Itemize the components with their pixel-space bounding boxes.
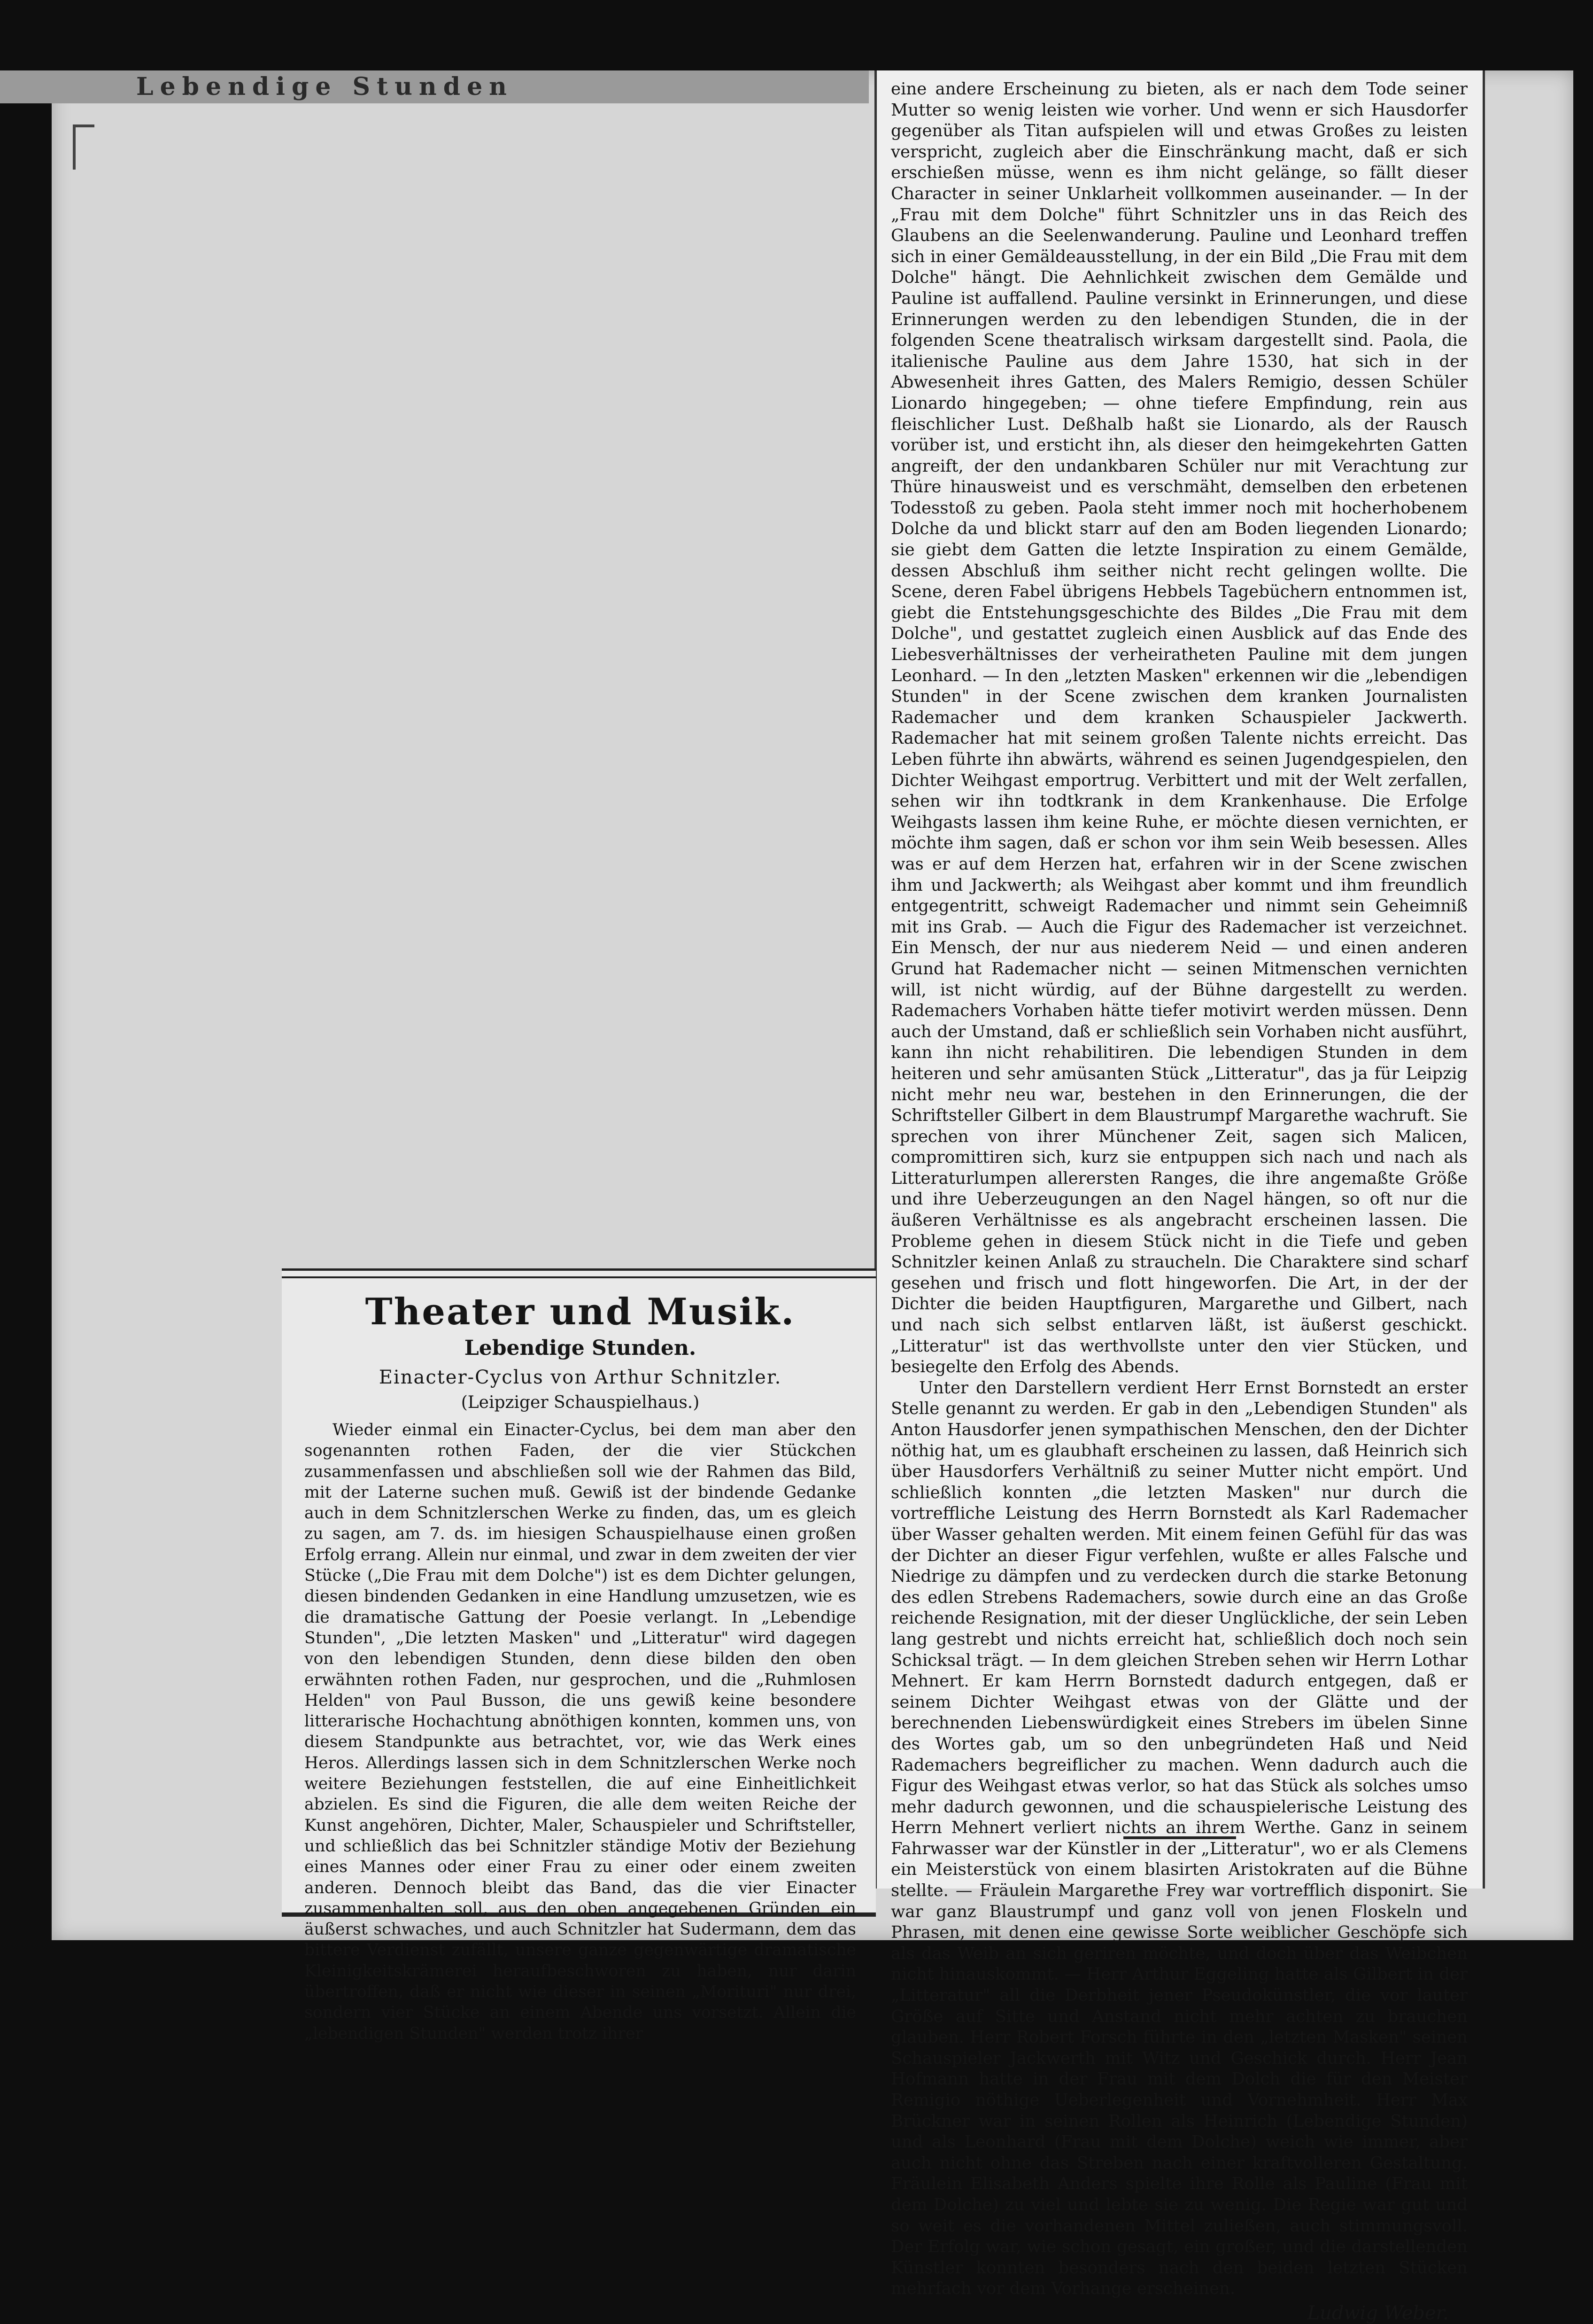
title-rule [282,1271,876,1278]
author-signature: Ludwig Weber. [1307,2302,1449,2324]
corner-mark [73,124,94,170]
end-rule [1123,1836,1236,1839]
article-byline: Einacter-Cyclus von Arthur Schnitzler. [379,1367,782,1388]
article-paragraph: Unter den Darstellern verdient Herr Ernst Bornstedt an erster Stelle genannt zu werden. Er gab in den „Lebendigen Stunden" als Anton Hausdorfer jenen sympathischen Menschen, den der Dichter nöthig hat, um es glaubhaft erscheinen zu lassen, daß Heinrich sich über Hausdorfers Verhältniß zu seiner Mutter nicht empört. Und schließlich konnten „die letzten Masken" nur durch die vortreffliche Leistung des Herrn Bornstedt als Karl Rademacher über Wasser gehalten werden. Mit einem feinen Gefühl für das was der Dichter an dieser Figur verfehlen, wußte er alles Falsche und Niedrige zu dämpfen und zu verdecken durch die starke Betonung des edlen Strebens Rademachers, sowie durch eine an das Große reichende Resignation, mit der dieser Unglückliche, der sein Leben lang gestrebt und nichts erreicht hat, schließlich doch noch sein Schicksal trägt. — In dem gleichen Streben sehen wir Herrn Lothar Mehnert. Er kam Herrn Bornstedt dadurch entgegen, daß er seinem Dichter Weihgast etwas von der Glätte und der berechnenden Liebenswürdigkeit eines Strebers im übelen Sinne des Wortes gab, um so den unbegründeten Haß und Neid Rademachers begreiflicher zu machen. Wenn dadurch auch die Figur des Weihgast etwas verlor, so hat das Stück als solches umso mehr dadurch gewonnen, und die schauspielerische Leistung des Herrn Mehnert verliert nichts an ihrem Werthe. Ganz in seinem Fahrwasser war der Künstler in der „Litteratur", wo er als Clemens ein Meisterstück von einem blasirten Aristokraten auf die Bühne stellte. — Fräulein Margarethe Frey war vortrefflich disponirt. Sie war ganz Blaustrumpf und ganz voll von jenen Floskeln und Phrasen, mit denen eine gewisse Sorte weiblicher Geschöpfe sich als das Weib an sich geriren möchte, und doch über das Weibchen nicht hinauskommt. — Herr Arthur Eggeling hatte als Gilbert in der „Litteratur" all die Derbheit jener Pseudokünstler, die vor lauter Größe auf Sitte und Anstand nicht mehr achten zu brauchen glauben. Herr Robert Forsch führte in den „letzten Masken" seinen Schauspieler Jackwerth mit Witz und Geschick durch. Herr Jean Hofmann hatte in der Frau mit dem Dolch die für den Meister Remigio nöthige Ueberlegenheit und Vornehmheit. Herr Max Brückner war in seinen Rollen als Heinrich (Lebendige Stunden) und als Leonhard (Frau mit dem Dolche) weich wie immer, aber auch nicht ohne das Streben nach einer kraftvolleren Gestaltung. Fräulein Elisabeth Anders spielte ihre Rolle als Pauline (Frau mit dem Dolche) zu viel und lebte sie zu wenig. Die Regie war gut und so weit es die vorhandenen Mittel zuließen, auch stimmungsvoll. Der Erfolg war, wie schon gesagt, ein großer, und die darstellenden Künstler konnten besonders nach den beiden letzten Stücken mehrfach vor dem Vorhange erscheinen. [891,1378,1468,2299]
article-clipping [282,1268,876,2043]
article-title: Lebendige Stunden. [464,1336,696,1360]
article-paragraph: eine andere Erscheinung zu bieten, als er nach dem Tode seiner Mutter so wenig leisten wie vorher. Und wenn er sich Hausdorfer gegenüber als Titan aufspielen will und etwas Großes zu leisten verspricht, zugleich aber die Einschränkung macht, daß er sich erschießen müsse, wenn es ihm nicht gelänge, so fällt dieser Character in seiner Unklarheit vollkommen auseinander. — In der „Frau mit dem Dolche" führt Schnitzler uns in das Reich des Glaubens an die Seelenwanderung. Pauline und Leonhard treffen sich in einer Gemäldeausstellung, in der ein Bild „Die Frau mit dem Dolche" hängt. Die Aehnlichkeit zwischen dem Gemälde und Pauline ist auffallend. Pauline versinkt in Erinnerungen, und diese Erinnerungen werden zu den lebendigen Stunden, die in der folgenden Scene theatralisch wirksam dargestellt sind. Paola, die italienische Pauline aus dem Jahre 1530, hat sich in der Abwesenheit ihres Gatten, des Malers Remigio, dessen Schüler Lionardo hingegeben; — ohne tiefere Empfindung, rein aus fleischlicher Lust. Deßhalb haßt sie Lionardo, als der Rausch vorüber ist, und ersticht ihn, als dieser den heimgekehrten Gatten angreift, der den undankbaren Schüler nur mit Verachtung zur Thüre hinausweist und es verschmäht, demselben den erbetenen Todesstoß zu geben. Paola steht immer noch mit hocherhobenem Dolche da und blickt starr auf den am Boden liegenden Lionardo; sie giebt dem Gatten die letzte Inspiration zu einem Gemälde, dessen Abschluß ihm seither nicht recht gelingen wollte. Die Scene, deren Fabel übrigens Hebbels Tagebüchern entnommen ist, giebt die Entstehungsgeschichte des Bildes „Die Frau mit dem Dolche", und gestattet zugleich einen Ausblick auf das Ende des Liebesverhältnisses der verheiratheten Pauline mit dem jungen Leonhard. — In den „letzten Masken" erkennen wir die „lebendigen Stunden" in der Scene zwischen dem kranken Journalisten Rademacher und dem kranken Schauspieler Jackwerth. Rademacher hat mit seinem großen Talente nichts erreicht. Das Leben führte ihn abwärts, während es seinen Jugendgespielen, den Dichter Weihgast emportrug. Verbittert und mit der Welt zerfallen, sehen wir ihn todtkrank in dem Krankenhause. Die Erfolge Weihgasts lassen ihm keine Ruhe, er möchte diesen vernichten, er möchte ihm sagen, daß er schon vor ihm sein Weib besessen. Alles was er auf dem Herzen hat, erfahren wir in der Scene zwischen ihm und Jackwerth; als Weihgast aber kommt und ihm freundlich entgegentritt, schweigt Rademacher und nimmt sein Geheimniß mit ins Grab. — Auch die Figur des Rademacher ist verzeichnet. Ein Mensch, der nur aus niederem Neid — und einen anderen Grund hat Rademacher nicht — seinen Mitmenschen vernichten will, ist nicht würdig, auf der Bühne dargestellt zu werden. Rademachers Vorhaben hätte tiefer motivirt werden müssen. Denn auch der Umstand, daß er schließlich sein Vorhaben nicht ausführt, kann ihn nicht rehabilitiren. Die lebendigen Stunden in dem heiteren und sehr amüsanten Stück „Litteratur", das ja für Leipzig nicht mehr neu war, bestehen in den Erinnerungen, die der Schriftsteller Gilbert in dem Blaustrumpf Margarethe wachruft. Sie sprechen von ihrer Münchener Zeit, sagen sich Malicen, compromittiren sich, kurz sie entpuppen sich nach und nach als Litteraturlumpen allerersten Ranges, die ihre angemaßte Größe und ihre Ueberzeugungen an den Nagel hängen, so oft nur die äußeren Verhältnisse es als angebracht erscheinen lassen. Die Probleme gehen in diesem Stück nicht in die Tiefe und geben Schnitzler keinen Anlaß zu straucheln. Die Charaktere sind scharf gesehen und frisch und flott hingeworfen. Die Art, in der der Dichter die beiden Hauptfiguren, Margarethe und Gilbert, nach und nach sich selbst entlarven läßt, ist äußerst geschickt. „Litteratur" ist das werthvollste unter den vier Stücken, und besiegelte den Erfolg des Abends. [891,79,1468,1377]
article-venue: (Leipziger Schauspielhaus.) [461,1393,700,1412]
header-fragment: Lebendige Stunden [0,70,869,103]
article-body: Wieder einmal ein Einacter-Cyclus, bei dem man aber den sogenannten rothen Faden, der die vier Stückchen zusammenfassen und abschließen soll wie der Rahmen das Bild, mit der Laterne suchen muß. Gewiß ist der bindende Gedanke auch in dem Schnitzlerschen Werke zu finden, das, um es gleich zu sagen, am 7. ds. im hiesigen Schauspielhause einen großen Erfolg errang. Allein nur einmal, und zwar in dem zweiten der vier Stücke („Die Frau mit dem Dolche") ist es dem Dichter gelungen, diesen bindenden Gedanken in eine Handlung umzusetzen, wie es die dramatische Gattung der Poesie verlangt. In „Lebendige Stunden", „Die letzten Masken" und „Litteratur" wird dagegen von den lebendigen Stunden, denn diese bilden den oben erwähnten rothen Faden, nur gesprochen, und die „Ruhmlosen Helden" von Paul Busson, die uns gewiß keine besondere litterarische Hochachtung abnöthigen konnten, kommen uns, von diesem Standpunkte aus betrachtet, vor, wie das Werk eines Heros. Allerdings lassen sich in dem Schnitzlerschen Werke noch weitere Beziehungen feststellen, die auf eine Einheitlichkeit abzielen. Es sind die Figuren, die alle dem weiten Reiche der Kunst angehören, Dichter, Maler, Schauspieler und Schriftsteller, und schließlich das bei Schnitzler ständige Motiv der Beziehung eines Mannes oder einer Frau zu einer oder einem zweiten anderen. Dennoch bleibt das Band, das die vier Einacter zusammenhalten soll, aus den oben angegebenen Gründen ein äußerst schwaches, und auch Schnitzler hat Sudermann, dem das bittere Verdienst zufällt, unsere ganze gegenwärtige dramatische Kleinigkeitskrämerei heraufbeschworen zu haben, nur darin übertroffen, daß er nicht wie dieser in seinen „Morituri" nur drei, sondern vier Stücke an einem Abende uns vorsetzt. Allein die „lebendigen Stunden" werden trotz ihrer [304,1421,856,2043]
article-continuation-column [874,70,1485,2324]
section-title: Theater und Musik. [365,1290,796,1333]
